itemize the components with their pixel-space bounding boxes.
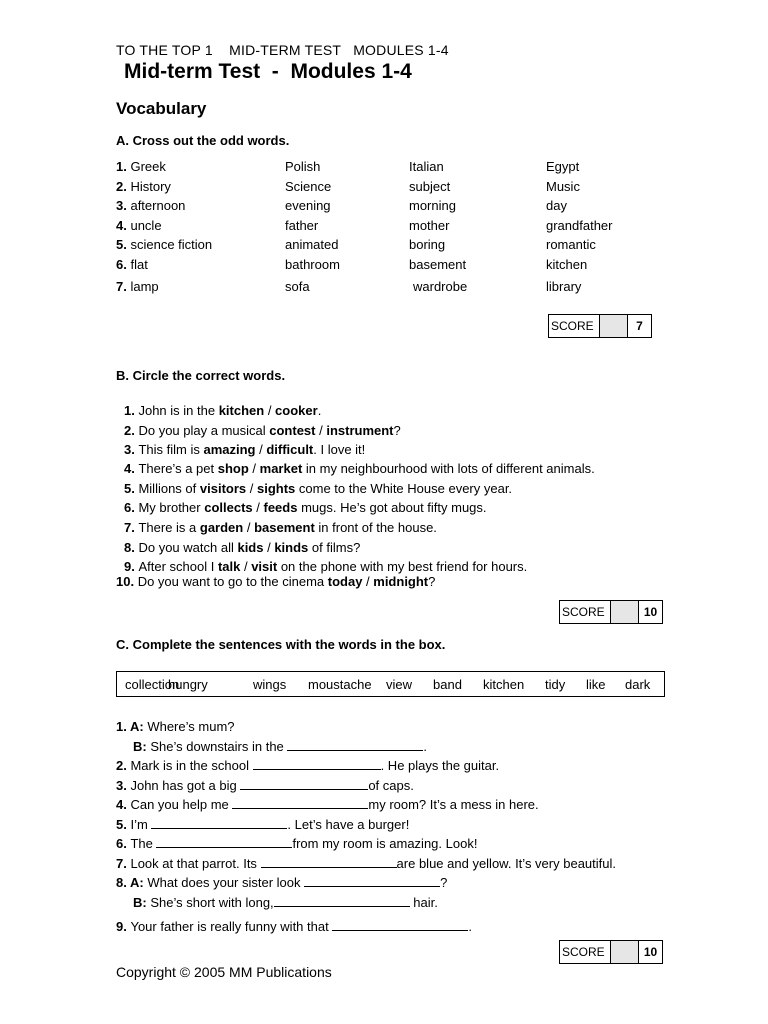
sentence-item (116, 875, 447, 890)
word-text: boring (409, 237, 446, 252)
choice-separator: / (264, 403, 276, 418)
sentence-text: Do you want to go to the cinema (137, 574, 328, 589)
sentence-text: There is a (138, 520, 200, 535)
odd-word-option[interactable] (546, 159, 579, 174)
choice-option-b[interactable]: difficult (266, 442, 314, 457)
sentence-item (124, 559, 527, 574)
choice-option-b[interactable]: basement (254, 520, 315, 535)
sentence-text: of films? (308, 540, 361, 555)
word-text: day (546, 198, 567, 213)
item-number: 3. (116, 778, 131, 793)
sentence-text: I’m (130, 817, 152, 832)
sentence-item (116, 719, 235, 734)
item-number: 7. (116, 279, 131, 294)
item-number: 3. (124, 442, 139, 457)
word-text: lamp (130, 279, 159, 294)
speaker-label: A: (129, 875, 148, 890)
word-text: grandfather (546, 218, 613, 233)
choice-option-b[interactable]: market (259, 461, 303, 476)
score-points: 10 (643, 605, 658, 619)
word-text: Italian (409, 159, 444, 174)
sentence-text: Can you help me (130, 797, 233, 812)
sentence-item (116, 758, 499, 773)
sentence-text: . Let’s have a burger! (287, 817, 410, 832)
sentence-text: come to the White House every year. (295, 481, 513, 496)
choice-option-a[interactable]: shop (217, 461, 249, 476)
item-number: 7. (124, 520, 139, 535)
sentence-item (124, 540, 360, 555)
item-number: 3. (116, 198, 131, 213)
odd-word-option[interactable] (116, 198, 185, 213)
odd-word-option[interactable] (116, 218, 162, 233)
sentence-item (124, 461, 595, 476)
sentence-item (124, 500, 487, 515)
word-text: Music (546, 179, 580, 194)
part-c-instruction: C. Complete the sentences with the words in the box. (116, 637, 446, 652)
sentence-item (116, 836, 477, 851)
choice-option-b[interactable]: cooker (275, 403, 318, 418)
score-label: SCORE (551, 319, 594, 333)
word-text: science fiction (130, 237, 213, 252)
choice-option-b[interactable]: feeds (263, 500, 298, 515)
item-number: 9. (116, 919, 131, 934)
odd-word-option[interactable] (116, 237, 212, 252)
answer-blank[interactable] (332, 919, 468, 931)
score-points: 10 (643, 945, 658, 959)
item-number: 9. (124, 559, 139, 574)
odd-word-option[interactable] (285, 279, 310, 294)
sentence-item (124, 481, 512, 496)
odd-word-option[interactable] (116, 279, 159, 294)
choice-option-a[interactable]: talk (217, 559, 241, 574)
item-number: 2. (116, 758, 131, 773)
odd-word-option[interactable] (409, 159, 444, 174)
box-word: hungry (168, 677, 208, 692)
box-word: kitchen (483, 677, 525, 692)
answer-blank[interactable] (287, 739, 423, 751)
sentence-text: John has got a big (130, 778, 241, 793)
sentence-text: ? (428, 574, 436, 589)
item-number: 1. (116, 159, 131, 174)
word-text: Science (285, 179, 332, 194)
answer-blank[interactable] (253, 758, 381, 770)
word-text: kitchen (546, 257, 588, 272)
choice-option-a[interactable]: visitors (199, 481, 247, 496)
running-head: TO THE TOP 1 MID-TERM TEST MODULES 1-4 (116, 42, 449, 58)
word-text: evening (285, 198, 331, 213)
answer-blank[interactable] (261, 856, 397, 868)
score-label: SCORE (562, 945, 605, 959)
choice-separator: / (255, 442, 267, 457)
sentence-text: mugs. He’s got about fifty mugs. (297, 500, 487, 515)
box-word: tidy (545, 677, 566, 692)
item-number: 5. (116, 237, 131, 252)
item-number: 4. (124, 461, 139, 476)
choice-separator: / (240, 559, 252, 574)
odd-word-option[interactable] (285, 257, 340, 272)
speaker-label: B: (133, 895, 151, 910)
sentence-text: hair. (409, 895, 438, 910)
word-text: romantic (546, 237, 596, 252)
word-text: flat (130, 257, 148, 272)
word-text: wardrobe (413, 279, 468, 294)
sentence-text: What does your sister look (147, 875, 305, 890)
choice-option-a[interactable]: kitchen (218, 403, 265, 418)
sentence-text: My brother (138, 500, 205, 515)
box-word: collection (125, 677, 180, 692)
odd-word-option[interactable] (285, 218, 318, 233)
page-title: Mid-term Test - Modules 1-4 (124, 60, 412, 83)
part-a-score-box (548, 314, 652, 338)
odd-word-option[interactable] (546, 198, 567, 213)
box-word: like (586, 677, 606, 692)
item-number: 5. (116, 817, 131, 832)
choice-separator: / (362, 574, 374, 589)
sentence-text: on the phone with my best friend for hours. (277, 559, 528, 574)
word-text: father (285, 218, 319, 233)
item-number: 8. (124, 540, 139, 555)
answer-blank[interactable] (156, 836, 292, 848)
word-text: animated (285, 237, 339, 252)
choice-separator: / (315, 423, 327, 438)
answer-blank[interactable] (232, 797, 368, 809)
sentence-text: Mark is in the school (130, 758, 253, 773)
choice-option-a[interactable]: kids (237, 540, 264, 555)
choice-option-b[interactable]: sights (256, 481, 296, 496)
odd-word-option[interactable] (285, 159, 320, 174)
sentence-text: She’s downstairs in the (150, 739, 288, 754)
sentence-item (124, 403, 321, 418)
word-text: Greek (130, 159, 166, 174)
item-number: 4. (116, 797, 131, 812)
part-b-score-box (559, 600, 663, 624)
item-number: 6. (116, 836, 131, 851)
choice-option-a[interactable]: collects (204, 500, 253, 515)
sentence-text: . (423, 739, 428, 754)
word-text: sofa (285, 279, 310, 294)
sentence-item (116, 919, 472, 934)
sentence-text: . I love it! (313, 442, 366, 457)
item-number: 6. (124, 500, 139, 515)
score-label: SCORE (562, 605, 605, 619)
section-title: Vocabulary (116, 99, 207, 118)
sentence-item (116, 574, 435, 589)
odd-word-option[interactable] (409, 237, 445, 252)
sentence-text: ? (440, 875, 448, 890)
odd-word-option[interactable] (285, 198, 331, 213)
odd-word-option[interactable] (546, 257, 587, 272)
odd-word-option[interactable] (413, 279, 467, 294)
odd-word-option[interactable] (409, 257, 466, 272)
odd-word-option[interactable] (409, 218, 449, 233)
word-text: afternoon (130, 198, 186, 213)
choice-separator: / (252, 500, 264, 515)
score-entry-field[interactable] (599, 315, 628, 337)
part-c-score-box (559, 940, 663, 964)
sentence-text: There’s a pet (138, 461, 218, 476)
item-number: 2. (116, 179, 131, 194)
sentence-text: After school I (138, 559, 218, 574)
word-box (116, 671, 665, 697)
choice-separator: / (246, 481, 257, 496)
part-a-instruction: A. Cross out the odd words. (116, 133, 290, 148)
item-number: 1. (124, 403, 139, 418)
sentence-text: my room? It’s a mess in here. (368, 797, 539, 812)
odd-word-option[interactable] (546, 179, 580, 194)
box-word: dark (625, 677, 651, 692)
odd-word-option[interactable] (409, 198, 456, 213)
item-number: 1. (116, 719, 130, 734)
sentence-text: . (317, 403, 322, 418)
item-number: 8. (116, 875, 130, 890)
word-text: subject (409, 179, 451, 194)
sentence-text: Look at that parrot. Its (130, 856, 261, 871)
sentence-text: Do you watch all (138, 540, 238, 555)
sentence-item (133, 895, 438, 910)
choice-option-a[interactable]: garden (199, 520, 244, 535)
odd-word-option[interactable] (546, 218, 613, 233)
word-text: morning (409, 198, 456, 213)
score-entry-field[interactable] (610, 941, 639, 963)
word-text: bathroom (285, 257, 340, 272)
sentence-text: Your father is really funny with that (130, 919, 333, 934)
word-text: Egypt (546, 159, 580, 174)
sentence-text: from my room is amazing. Look! (292, 836, 478, 851)
choice-option-b[interactable]: visit (251, 559, 278, 574)
box-word: view (386, 677, 413, 692)
sentence-item (116, 856, 616, 871)
sentence-text: of caps. (368, 778, 414, 793)
speaker-label: B: (133, 739, 151, 754)
sentence-text: Do you play a musical (138, 423, 270, 438)
choice-option-b[interactable]: midnight (373, 574, 429, 589)
word-text: Polish (285, 159, 321, 174)
item-number: 7. (116, 856, 131, 871)
sentence-item (116, 797, 539, 812)
word-text: library (546, 279, 582, 294)
item-number: 10. (116, 574, 138, 589)
choice-option-a[interactable]: contest (269, 423, 316, 438)
score-points: 7 (636, 319, 643, 333)
sentence-item (124, 423, 401, 438)
choice-separator: / (263, 540, 275, 555)
part-b-instruction: B. Circle the correct words. (116, 368, 286, 383)
odd-word-option[interactable] (116, 159, 166, 174)
sentence-text: in my neighbourhood with lots of different animals. (302, 461, 595, 476)
sentence-text: in front of the house. (314, 520, 437, 535)
sentence-text: . (468, 919, 472, 934)
sentence-text: John is in the (138, 403, 219, 418)
odd-word-option[interactable] (285, 237, 338, 252)
sentence-item (124, 442, 365, 457)
score-entry-field[interactable] (610, 601, 639, 623)
odd-word-option[interactable] (116, 179, 171, 194)
choice-option-a[interactable]: today (327, 574, 363, 589)
odd-word-option[interactable] (285, 179, 331, 194)
word-text: basement (409, 257, 467, 272)
sentence-item (116, 817, 409, 832)
box-word: band (433, 677, 462, 692)
word-text: mother (409, 218, 450, 233)
sentence-text: The (130, 836, 157, 851)
item-number: 6. (116, 257, 131, 272)
item-number: 5. (124, 481, 139, 496)
word-text: uncle (130, 218, 162, 233)
speaker-label: A: (129, 719, 148, 734)
sentence-text: ? (393, 423, 401, 438)
odd-word-option[interactable] (546, 279, 581, 294)
copyright-notice: Copyright © 2005 MM Publications (116, 964, 332, 980)
sentence-text: She’s short with long, (150, 895, 274, 910)
sentence-text: are blue and yellow. It’s very beautiful. (396, 856, 616, 871)
item-number: 4. (116, 218, 131, 233)
answer-blank[interactable] (274, 895, 410, 907)
choice-option-b[interactable]: instrument (326, 423, 394, 438)
odd-word-option[interactable] (546, 237, 596, 252)
odd-word-option[interactable] (409, 179, 450, 194)
sentence-item (133, 739, 427, 754)
sentence-item (124, 520, 437, 535)
sentence-item (116, 778, 414, 793)
answer-blank[interactable] (304, 875, 440, 887)
choice-option-a[interactable]: amazing (203, 442, 256, 457)
odd-word-option[interactable] (116, 257, 148, 272)
box-word: wings (253, 677, 287, 692)
choice-option-b[interactable]: kinds (274, 540, 309, 555)
choice-separator: / (248, 461, 260, 476)
sentence-text: Millions of (138, 481, 200, 496)
sentence-text: This film is (138, 442, 204, 457)
item-number: 2. (124, 423, 139, 438)
sentence-text: . He plays the guitar. (380, 758, 500, 773)
sentence-text: Where’s mum? (147, 719, 235, 734)
answer-blank[interactable] (151, 817, 287, 829)
answer-blank[interactable] (240, 778, 368, 790)
box-word: moustache (308, 677, 372, 692)
word-text: History (130, 179, 171, 194)
choice-separator: / (243, 520, 255, 535)
